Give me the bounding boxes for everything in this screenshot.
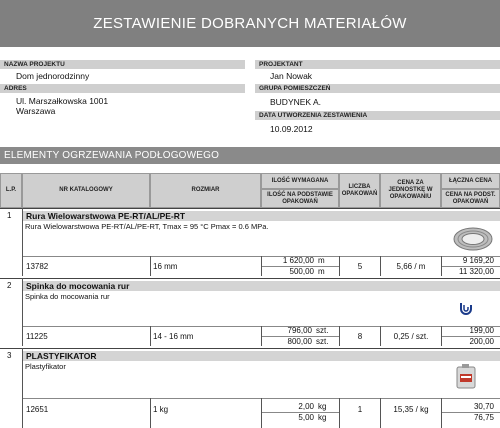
item-name-bar-end bbox=[339, 211, 500, 221]
document-title: ZESTAWIENIE DOBRANYCH MATERIAŁÓW bbox=[0, 0, 500, 47]
item-total: 199,00 bbox=[469, 326, 494, 335]
item-total: 9 169,20 bbox=[462, 256, 494, 265]
room-group-label: GRUPA POMIESZCZEŃ bbox=[255, 84, 500, 93]
row-lp: 1 bbox=[7, 211, 12, 220]
item-name: PLASTYFIKATOR bbox=[23, 351, 339, 361]
col-divider bbox=[150, 256, 151, 276]
item-description: Spinka do mocowania rur bbox=[25, 292, 110, 301]
item-qty-required-unit: kg bbox=[318, 402, 327, 411]
row-divider bbox=[0, 208, 500, 209]
project-name: Dom jednorodzinny bbox=[16, 71, 90, 81]
item-catalog: 13782 bbox=[26, 262, 49, 271]
item-description: Rura Wielowarstwowa PE-RT/AL/PE-RT, Tmax = 95 °C Pmax = 0.6 MPa. bbox=[25, 222, 269, 231]
pipe-coil-icon bbox=[451, 222, 495, 256]
header-catalog: NR KATALOGOWY bbox=[22, 173, 150, 208]
item-qty-package: 5,00 bbox=[298, 413, 314, 422]
item-qty-package: 800,00 bbox=[287, 337, 312, 346]
item-catalog: 11225 bbox=[26, 332, 48, 341]
header-total: ŁĄCZNA CENA bbox=[441, 173, 500, 189]
room-group: BUDYNEK A. bbox=[270, 97, 322, 107]
item-unit-price: 0,25 / szt. bbox=[393, 332, 429, 341]
address-label: ADRES bbox=[0, 84, 245, 93]
item-qty-package-unit: kg bbox=[318, 413, 327, 422]
item-size: 14 - 16 mm bbox=[153, 332, 194, 341]
item-qty-package: 500,00 bbox=[289, 267, 314, 276]
row-divider bbox=[0, 348, 500, 349]
header-size: ROZMIAR bbox=[150, 173, 261, 208]
date-label: DATA UTWORZENIA ZESTAWIENIA bbox=[255, 111, 500, 120]
item-catalog: 12651 bbox=[26, 405, 49, 414]
item-name-bar-end bbox=[339, 351, 500, 361]
col-divider bbox=[150, 326, 151, 346]
item-total: 30,70 bbox=[473, 402, 494, 411]
row-lp: 2 bbox=[7, 281, 12, 290]
header-qty-required: ILOŚĆ WYMAGANA bbox=[261, 173, 339, 189]
address-line1: Ul. Marszałkowska 1001 bbox=[16, 96, 109, 106]
header-lp: L.P. bbox=[0, 173, 22, 208]
designer-label: PROJEKTANT bbox=[255, 60, 500, 69]
item-qty-required: 2,00 bbox=[298, 402, 314, 411]
pipe-clip-icon bbox=[458, 300, 474, 316]
row-divider bbox=[0, 278, 500, 279]
header-qty-package: ILOŚĆ NA PODSTAWIE OPAKOWAŃ bbox=[261, 189, 339, 208]
item-qty-package-unit: szt. bbox=[316, 337, 329, 346]
item-size: 1 kg bbox=[153, 405, 169, 414]
item-size: 16 mm bbox=[153, 262, 178, 271]
item-packages: 5 bbox=[357, 262, 363, 271]
item-total-package: 200,00 bbox=[469, 337, 494, 346]
item-packages: 8 bbox=[357, 332, 363, 341]
item-qty-required-unit: szt. bbox=[316, 326, 329, 335]
item-qty-required: 1 620,00 bbox=[282, 256, 314, 265]
address-line2: Warszawa bbox=[16, 106, 56, 116]
item-unit-price: 5,66 / m bbox=[396, 262, 426, 271]
item-name: Rura Wielowarstwowa PE-RT/AL/PE-RT bbox=[23, 211, 339, 221]
item-qty-package-unit: m bbox=[318, 267, 325, 276]
item-qty-required-unit: m bbox=[318, 256, 325, 265]
creation-date: 10.09.2012 bbox=[270, 124, 313, 134]
item-description: Plastyfikator bbox=[25, 362, 66, 371]
header-package-count: LICZBA OPAKOWAŃ bbox=[339, 173, 380, 208]
col-divider bbox=[150, 398, 151, 428]
header-total-package: CENA NA PODST. OPAKOWAŃ bbox=[441, 189, 500, 208]
item-total-package: 11 320,00 bbox=[459, 267, 494, 276]
item-name-bar-end bbox=[339, 281, 500, 291]
row-lp: 3 bbox=[7, 351, 12, 360]
item-unit-price: 15,35 / kg bbox=[393, 405, 429, 414]
item-name: Spinka do mocowania rur bbox=[23, 281, 339, 291]
item-total-package: 76,75 bbox=[473, 413, 494, 422]
project-name-label: NAZWA PROJEKTU bbox=[0, 60, 245, 69]
designer-name: Jan Nowak bbox=[270, 71, 313, 81]
canister-icon bbox=[455, 363, 477, 389]
item-packages: 1 bbox=[357, 405, 363, 414]
section-title: ELEMENTY OGRZEWANIA PODŁOGOWEGO bbox=[0, 147, 500, 164]
item-qty-required: 796,00 bbox=[287, 326, 312, 335]
header-unit-price: CENA ZA JEDNOSTKĘ W OPAKOWANIU bbox=[380, 173, 441, 208]
